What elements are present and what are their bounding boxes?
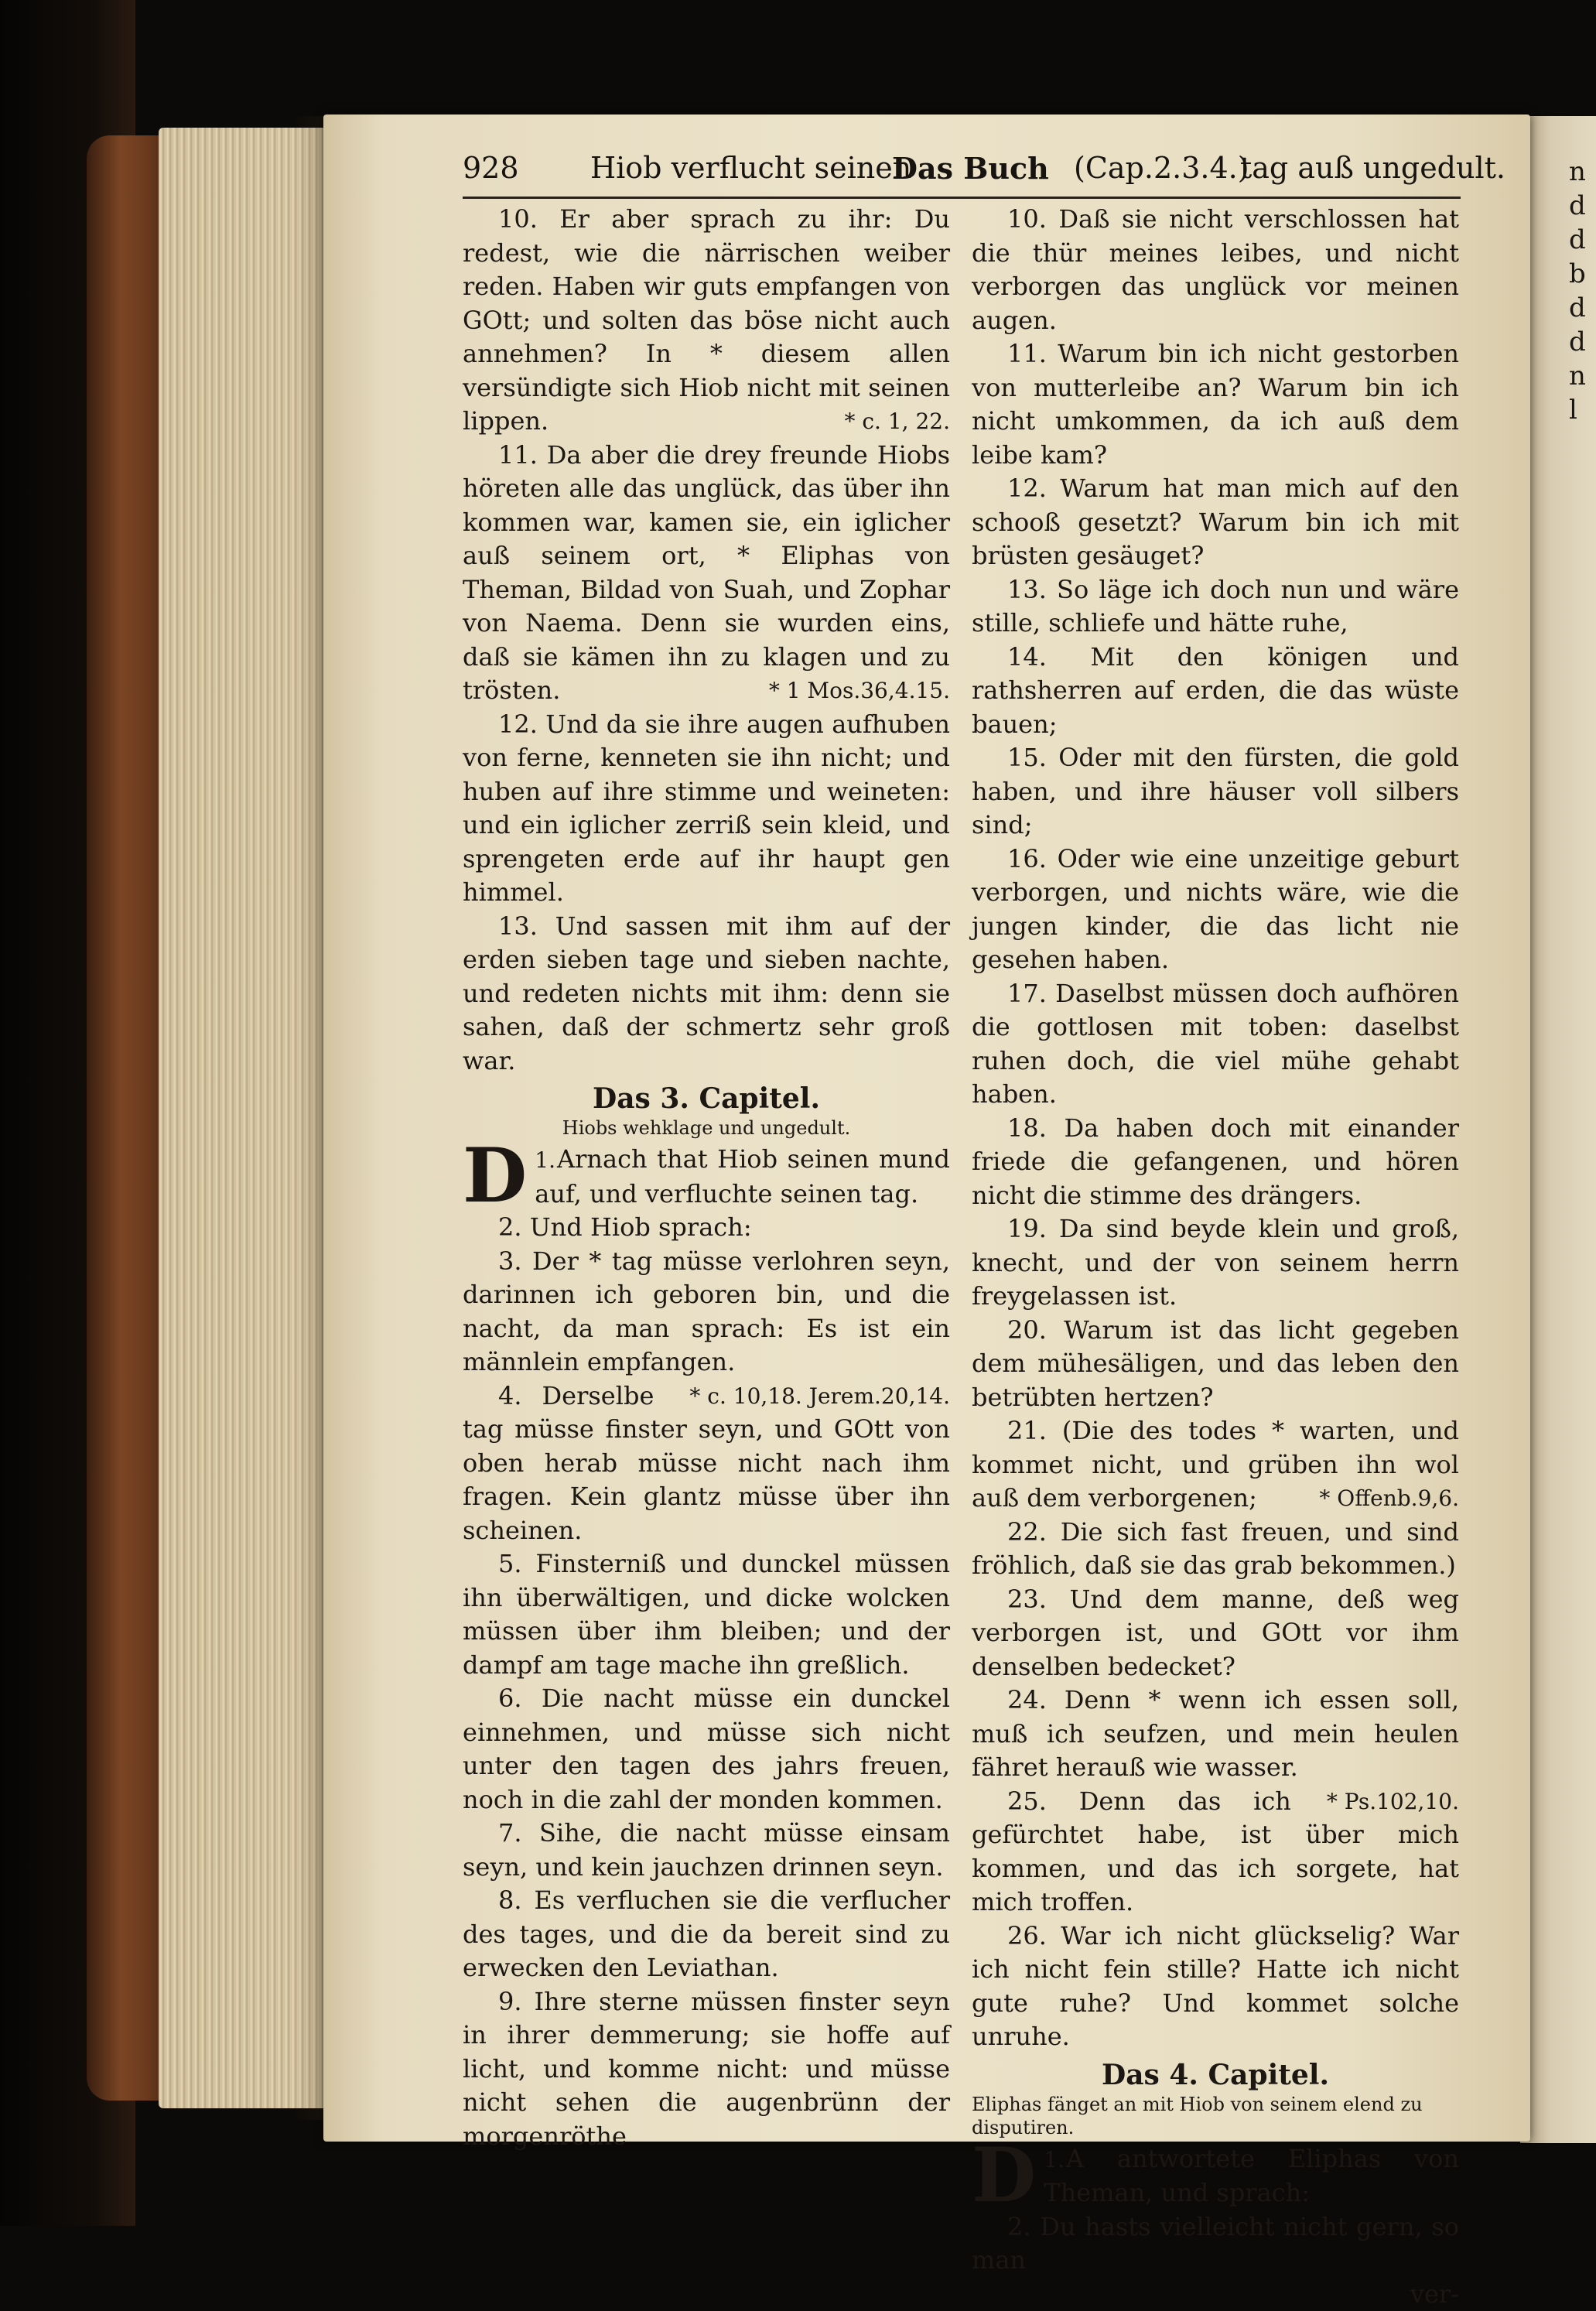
verse: 19. Da sind beyde klein und groß, knecht, und der von seinem herrn freygelassen ist. [972, 1212, 1459, 1314]
verse: 23. Und dem manne, deß weg verborgen ist, und GOtt vor ihm denselben bedecket? [972, 1583, 1459, 1684]
verse: 13. Und sassen mit ihm auf der erden sieben tage und sieben nachte, und redeten nichts mit ihm: denn sie sahen, daß der schmertz sehr groß war. [463, 910, 950, 1079]
verse: 5. Finsterniß und dunckel müssen ihn überwältigen, und dicke wolcken müssen über ihm bleiben; und der dampf am tage mache ihn greßlich. [463, 1547, 950, 1682]
verse: 22. Die sich fast freuen, und sind fröhlich, daß sie das grab bekommen.) [972, 1516, 1459, 1583]
verse: 12. Und da sie ihre augen aufhuben von ferne, kenneten sie ihn nicht; und huben auf ihre stimme und weineten: und ein iglicher zerriß sein kleid, und sprengeten erde auf ihr haupt gen himmel. [463, 708, 950, 910]
page-header [463, 151, 1461, 197]
verse: 2. Du hasts vielleicht nicht gern, so man [972, 2210, 1459, 2278]
facing-page-text-fragment: n d d b d d n l [1569, 155, 1596, 427]
verse: 3. Der * tag müsse verlohren seyn, darinnen ich geboren bin, und die nacht, da man sprach: Es ist ein männlein empfangen. * c. 10,18. Jerem.20,14. [463, 1245, 950, 1379]
cross-reference: * c. 1, 22. [808, 405, 950, 439]
header-rule [463, 197, 1461, 199]
chapter-summary: Eliphas fänget an mit Hiob von seinem elend zu disputiren. [972, 2093, 1459, 2139]
cross-reference: * Ps.102,10. [1291, 1785, 1459, 1819]
verse: 14. Mit den königen und rathsherren auf erden, die das wüste bauen; [972, 641, 1459, 742]
verse: 26. War ich nicht glückselig? War ich nicht fein stille? Hatte ich nicht gute ruhe? Und kommet solche unruhe. [972, 1920, 1459, 2054]
verse: 11. Warum bin ich nicht gestorben von mutterleibe an? Warum bin ich nicht umkommen, da ich auß dem leibe kam? [972, 337, 1459, 472]
verse: 12. Warum hat man mich auf den schooß gesetzt? Warum bin ich mit brüsten gesäuget? [972, 472, 1459, 573]
verse: 7. Sihe, die nacht müsse einsam seyn, und kein jauchzen drinnen seyn. [463, 1817, 950, 1884]
verse: 11. Da aber die drey freunde Hiobs höreten alle das unglück, das über ihn kommen war, kamen sie, ein iglicher auß seinem ort, * Eliphas von Theman, Bildad von Suah, und Zophar von Naema. Denn sie wurden eins, daß sie kämen ihn zu klagen und zu trösten. * 1 Mos.36,4.15. [463, 439, 950, 708]
catchword: ver- [972, 2278, 1459, 2311]
chapter-range: (Cap.2.3.4.) [1074, 151, 1249, 185]
cross-reference: * 1 Mos.36,4.15. [733, 674, 950, 708]
page-number: 928 [463, 151, 519, 185]
opening-verse [972, 2142, 1459, 2210]
verse: 10. Daß sie nicht verschlossen hat die thür meines leibes, und nicht verborgen das unglück vor meinen augen. [972, 203, 1459, 337]
chapter-summary: Hiobs wehklage und ungedult. [463, 1116, 950, 1140]
chapter-heading: Das 4. Capitel. [972, 2057, 1459, 2093]
running-title-left: Hiob verflucht seinen [590, 151, 911, 185]
left-column [463, 203, 950, 2153]
verse: 25. Denn das ich gefürchtet habe, ist über mich kommen, und das ich sorgete, hat mich troffen. [972, 1785, 1459, 1920]
opening-text: Arnach that Hiob seinen mund auf, und verfluchte seinen tag. [535, 1144, 950, 1208]
cross-reference: * c. 10,18. Jerem.20,14. [654, 1379, 950, 1414]
opening-text: A antwortete Eliphas von Theman, und sprach: [1044, 2144, 1459, 2208]
book-title: Das Buch [892, 151, 1049, 186]
verse: 8. Es verfluchen sie die verflucher des tages, und die da bereit sind zu erwecken den Leviathan. [463, 1884, 950, 1985]
opening-verse [463, 1143, 950, 1211]
drop-cap-initial: D [463, 1144, 527, 1208]
cross-reference: * Offenb.9,6. [1283, 1482, 1459, 1516]
right-column [972, 203, 1459, 2311]
verse: 24. Denn * wenn ich essen soll, muß ich seufzen, und mein heulen fähret herauß wie wasser. * Ps.102,10. [972, 1684, 1459, 1785]
verse: 21. (Die des todes * warten, und kommet nicht, und grüben ihn wol auß dem verborgenen; * Offenb.9,6. [972, 1414, 1459, 1516]
verse: 10. Er aber sprach zu ihr: Du redest, wie die närrischen weiber reden. Haben wir guts empfangen von GOtt; und solten das böse nicht auch annehmen? In * diesem allen versündigte sich Hiob nicht mit seinen lippen. * c. 1, 22. [463, 203, 950, 439]
verse: 2. Und Hiob sprach: [463, 1211, 950, 1245]
drop-cap-initial: D [972, 2144, 1036, 2207]
verse: 15. Oder mit den fürsten, die gold haben, und ihre häuser voll silbers sind; [972, 741, 1459, 843]
verse: 9. Ihre sterne müssen finster seyn in ihrer demmerung; sie hoffe auf licht, und komme nicht: und müsse nicht sehen die augenbrünn der morgenröthe [463, 1985, 950, 2154]
verse: 18. Da haben doch mit einander friede die gefangenen, und hören nicht die stimme des drängers. [972, 1112, 1459, 1213]
verse: 17. Daselbst müssen doch aufhören die gottlosen mit toben: daselbst ruhen doch, die viel mühe gehabt haben. [972, 977, 1459, 1112]
opening-number: 1. [1044, 2147, 1065, 2173]
opening-number: 1. [535, 1147, 555, 1173]
chapter-heading: Das 3. Capitel. [463, 1081, 950, 1116]
verse: 20. Warum ist das licht gegeben dem mühesäligen, und das leben den betrübten hertzen? [972, 1314, 1459, 1415]
verse: 13. So läge ich doch nun und wäre stille, schliefe und hätte ruhe, [972, 573, 1459, 641]
verse: 6. Die nacht müsse ein dunckel einnehmen, und müsse sich nicht unter den tagen des jahrs freuen, noch in die zahl der monden kommen. [463, 1682, 950, 1817]
verse: 16. Oder wie eine unzeitige geburt verborgen, und nichts wäre, wie die jungen kinder, die das licht nie gesehen haben. [972, 843, 1459, 977]
running-title-right: tag auß ungedult. [1240, 151, 1505, 185]
verse: 4. Derselbe tag müsse finster seyn, und GOtt von oben herab müsse nicht nach ihm fragen. Kein glantz müsse über ihn scheinen. [463, 1379, 950, 1548]
